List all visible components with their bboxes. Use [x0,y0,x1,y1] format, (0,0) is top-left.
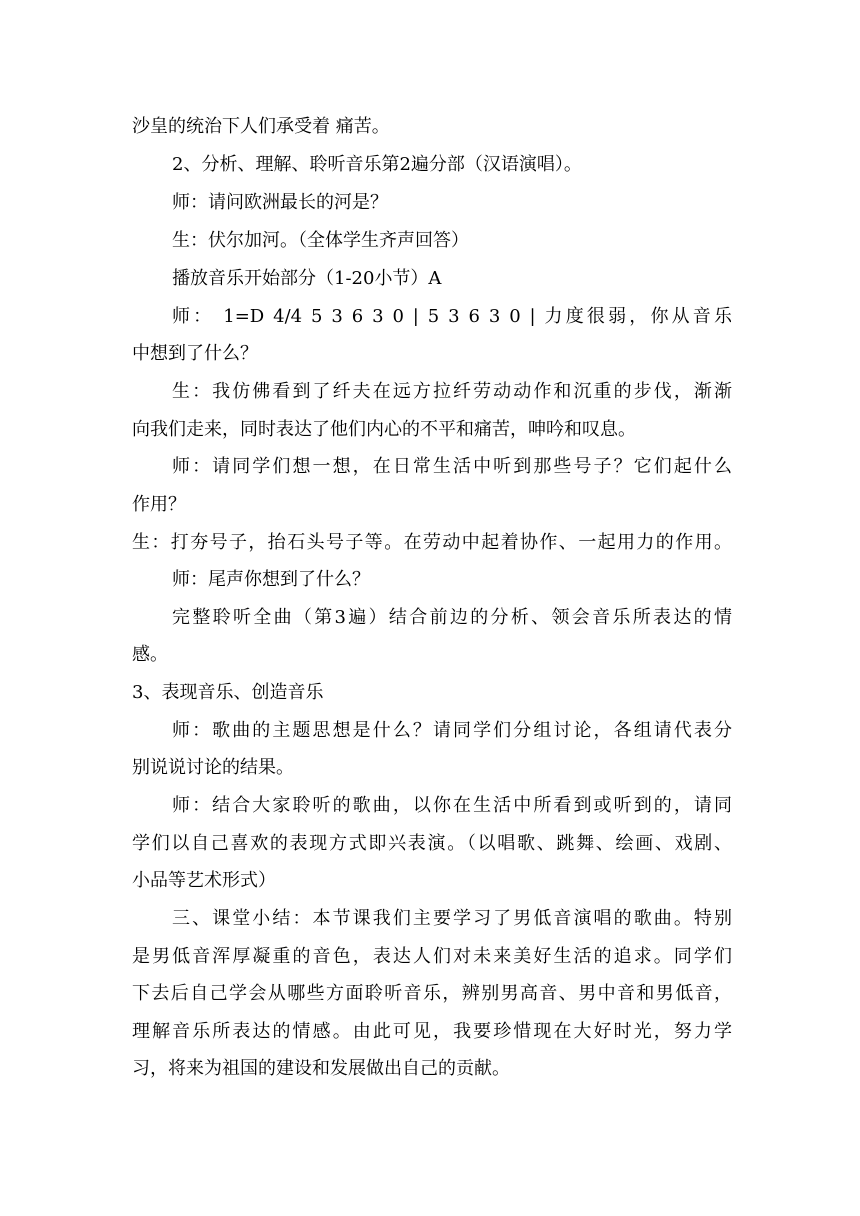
text-line: 下去后自己学会从哪些方面聆听音乐，辨别男高音、男中音和男低音， [132,983,732,1004]
text-line: 师：结合大家聆听的歌曲，以你在生活中所看到或听到的，请同 [172,795,732,816]
text-line: 生：伏尔加河。（全体学生齐声回答） [172,230,469,251]
text-line: 播放音乐开始部分（1-20小节）A [172,268,442,289]
text-line: 理解音乐所表达的情感。由此可见，我要珍惜现在大好时光，努力学 [132,1021,732,1042]
text-line: 师： 1=D 4/4 5 3 6 3 0 | 5 3 6 3 0 | 力度很弱，你从音乐 [172,306,732,327]
text-line: 生：我仿佛看到了纤夫在远方拉纤劳动动作和沉重的步伐，渐渐 [172,381,732,402]
text-line: 师：尾声你想到了什么？ [172,569,370,590]
text-line: 完整聆听全曲（第3遍）结合前边的分析、领会音乐所表达的情 [172,607,732,628]
text-line: 向我们走来，同时表达了他们内心的不平和痛苦，呻吟和叹息。 [132,419,636,440]
text-line: 2、分析、理解、聆听音乐第2遍分部（汉语演唱）。 [172,154,582,175]
text-line: 作用？ [132,494,186,515]
text-line: 沙皇的统治下人们承受着 痛苦。 [132,116,390,137]
text-line: 三、课堂小结：本节课我们主要学习了男低音演唱的歌曲。特别 [172,908,732,929]
text-line: 是男低音浑厚凝重的音色，表达人们对未来美好生活的追求。同学们 [132,946,732,967]
text-line: 师：请同学们想一想，在日常生活中听到那些号子？它们起什么 [172,456,732,477]
text-line: 生：打夯号子，抬石头号子等。在劳动中起着协作、一起用力的作用。 [132,532,732,553]
text-line: 学们以自己喜欢的表现方式即兴表演。（以唱歌、跳舞、绘画、戏剧、 [132,833,732,854]
text-line: 习，将来为祖国的建设和发展做出自己的贡献。 [132,1058,510,1079]
text-line: 感。 [132,644,168,665]
section-heading: 3、表现音乐、创造音乐 [132,682,324,703]
text-line: 师：歌曲的主题思想是什么？请同学们分组讨论，各组请代表分 [172,720,732,741]
text-line: 中想到了什么？ [132,343,258,364]
text-line: 别说说讨论的结果。 [132,757,294,778]
text-line: 师：请问欧洲最长的河是？ [172,192,388,213]
text-line: 小品等艺术形式） [132,870,276,891]
